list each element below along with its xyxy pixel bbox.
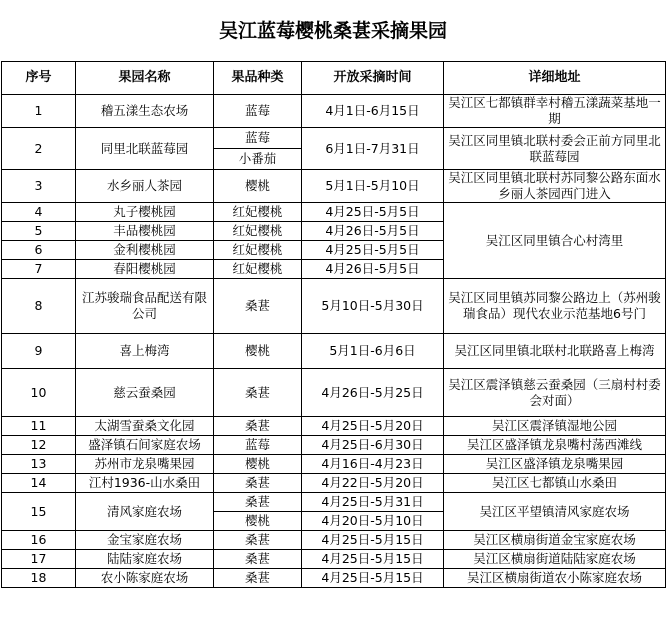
table-row (2, 369, 666, 417)
cell-no: 5 (2, 222, 76, 241)
cell-time: 4月1日-6月15日 (302, 95, 444, 128)
cell-no: 3 (2, 170, 76, 203)
table-row (2, 531, 666, 550)
cell-name: 清风家庭农场 (76, 493, 214, 531)
header-time: 开放采摘时间 (302, 62, 444, 95)
cell-no: 8 (2, 279, 76, 334)
orchard-document (1, 1, 665, 588)
cell-time: 5月10日-5月30日 (302, 279, 444, 334)
cell-no: 11 (2, 417, 76, 436)
cell-name: 江村1936-山水桑田 (76, 474, 214, 493)
table-row (2, 569, 666, 588)
cell-fruit: 红妃樱桃 (214, 222, 302, 241)
cell-time: 6月1日-7月31日 (302, 128, 444, 170)
table-row (2, 95, 666, 128)
table-row (2, 203, 666, 222)
cell-fruit: 桑葚 (214, 369, 302, 417)
cell-time: 5月1日-6月6日 (302, 334, 444, 369)
cell-name: 水乡丽人茶园 (76, 170, 214, 203)
cell-address: 吴江区同里镇北联村委会正前方同里北联蓝莓园 (444, 128, 666, 170)
cell-no: 10 (2, 369, 76, 417)
cell-address: 吴江区横扇街道陆陆家庭农场 (444, 550, 666, 569)
cell-address: 吴江区同里镇合心村湾里 (444, 203, 666, 279)
cell-name: 春阳樱桃园 (76, 260, 214, 279)
table-row (2, 170, 666, 203)
table-row (2, 436, 666, 455)
cell-time: 4月16日-4月23日 (302, 455, 444, 474)
cell-no: 4 (2, 203, 76, 222)
cell-no: 6 (2, 241, 76, 260)
cell-time: 4月26日-5月5日 (302, 222, 444, 241)
cell-fruit: 桑葚 (214, 279, 302, 334)
cell-fruit: 红妃樱桃 (214, 260, 302, 279)
cell-name: 同里北联蓝莓园 (76, 128, 214, 170)
cell-fruit: 桑葚 (214, 474, 302, 493)
cell-address: 吴江区震泽镇湿地公园 (444, 417, 666, 436)
cell-no: 14 (2, 474, 76, 493)
cell-time: 4月25日-5月31日 (302, 493, 444, 512)
header-address: 详细地址 (444, 62, 666, 95)
cell-fruit: 红妃樱桃 (214, 241, 302, 260)
cell-fruit: 蓝莓 (214, 95, 302, 128)
cell-address: 吴江区同里镇北联村北联路喜上梅湾 (444, 334, 666, 369)
cell-name: 太湖雪蚕桑文化园 (76, 417, 214, 436)
cell-fruit: 桑葚 (214, 569, 302, 588)
table-row (2, 455, 666, 474)
cell-name: 江苏骏瑞食品配送有限公司 (76, 279, 214, 334)
cell-name: 苏州市龙泉嘴果园 (76, 455, 214, 474)
cell-no: 16 (2, 531, 76, 550)
cell-fruit: 红妃樱桃 (214, 203, 302, 222)
cell-address: 吴江区震泽镇慈云蚕桑园（三扇村村委会对面） (444, 369, 666, 417)
cell-fruit: 蓝莓 (214, 436, 302, 455)
cell-time: 4月25日-5月5日 (302, 241, 444, 260)
cell-fruit: 樱桃 (214, 455, 302, 474)
cell-fruit: 樱桃 (214, 170, 302, 203)
cell-name: 盛泽镇石间家庭农场 (76, 436, 214, 455)
cell-fruit: 小番茄 (214, 149, 302, 170)
orchard-table (1, 61, 666, 588)
cell-name: 丰品樱桃园 (76, 222, 214, 241)
cell-name: 金宝家庭农场 (76, 531, 214, 550)
cell-time: 4月25日-5月15日 (302, 550, 444, 569)
cell-fruit: 蓝莓 (214, 128, 302, 149)
cell-address: 吴江区横扇街道农小陈家庭农场 (444, 569, 666, 588)
cell-fruit: 桑葚 (214, 531, 302, 550)
cell-name: 慈云蚕桑园 (76, 369, 214, 417)
cell-name: 农小陈家庭农场 (76, 569, 214, 588)
cell-fruit: 樱桃 (214, 512, 302, 531)
cell-address: 吴江区同里镇苏同黎公路边上（苏州骏瑞食品）现代农业示范基地6号门 (444, 279, 666, 334)
cell-time: 5月1日-5月10日 (302, 170, 444, 203)
table-row (2, 279, 666, 334)
header-no: 序号 (2, 62, 76, 95)
cell-name: 喜上梅湾 (76, 334, 214, 369)
header-name: 果园名称 (76, 62, 214, 95)
cell-name: 丸子樱桃园 (76, 203, 214, 222)
cell-no: 13 (2, 455, 76, 474)
table-row (2, 334, 666, 369)
cell-fruit: 桑葚 (214, 417, 302, 436)
cell-no: 12 (2, 436, 76, 455)
table-row (2, 474, 666, 493)
cell-address: 吴江区同里镇北联村苏同黎公路东面水乡丽人茶园西门进入 (444, 170, 666, 203)
cell-time: 4月26日-5月5日 (302, 260, 444, 279)
cell-address: 吴江区盛泽镇龙泉嘴村荡西滩线 (444, 436, 666, 455)
cell-time: 4月25日-5月5日 (302, 203, 444, 222)
cell-name: 陆陆家庭农场 (76, 550, 214, 569)
cell-time: 4月25日-5月15日 (302, 569, 444, 588)
cell-time: 4月26日-5月25日 (302, 369, 444, 417)
cell-no: 2 (2, 128, 76, 170)
header-fruit: 果品种类 (214, 62, 302, 95)
cell-address: 吴江区七都镇群幸村稽五漾蔬菜基地一期 (444, 95, 666, 128)
cell-address: 吴江区七都镇山水桑田 (444, 474, 666, 493)
cell-no: 18 (2, 569, 76, 588)
cell-no: 9 (2, 334, 76, 369)
cell-name: 金利樱桃园 (76, 241, 214, 260)
table-row (2, 550, 666, 569)
table-row (2, 417, 666, 436)
cell-no: 7 (2, 260, 76, 279)
page-title: 吴江蓝莓樱桃桑葚采摘果园 (218, 20, 447, 42)
cell-time: 4月25日-5月15日 (302, 531, 444, 550)
cell-no: 17 (2, 550, 76, 569)
table-row (2, 493, 666, 512)
cell-address: 吴江区盛泽镇龙泉嘴果园 (444, 455, 666, 474)
cell-fruit: 桑葚 (214, 550, 302, 569)
cell-address: 吴江区平望镇清风家庭农场 (444, 493, 666, 531)
cell-time: 4月20日-5月10日 (302, 512, 444, 531)
header-row (2, 62, 666, 95)
cell-time: 4月22日-5月20日 (302, 474, 444, 493)
cell-name: 稽五漾生态农场 (76, 95, 214, 128)
table-row (2, 128, 666, 149)
cell-fruit: 樱桃 (214, 334, 302, 369)
cell-no: 15 (2, 493, 76, 531)
cell-no: 1 (2, 95, 76, 128)
cell-address: 吴江区横扇街道金宝家庭农场 (444, 531, 666, 550)
cell-time: 4月25日-5月20日 (302, 417, 444, 436)
cell-fruit: 桑葚 (214, 493, 302, 512)
cell-time: 4月25日-6月30日 (302, 436, 444, 455)
